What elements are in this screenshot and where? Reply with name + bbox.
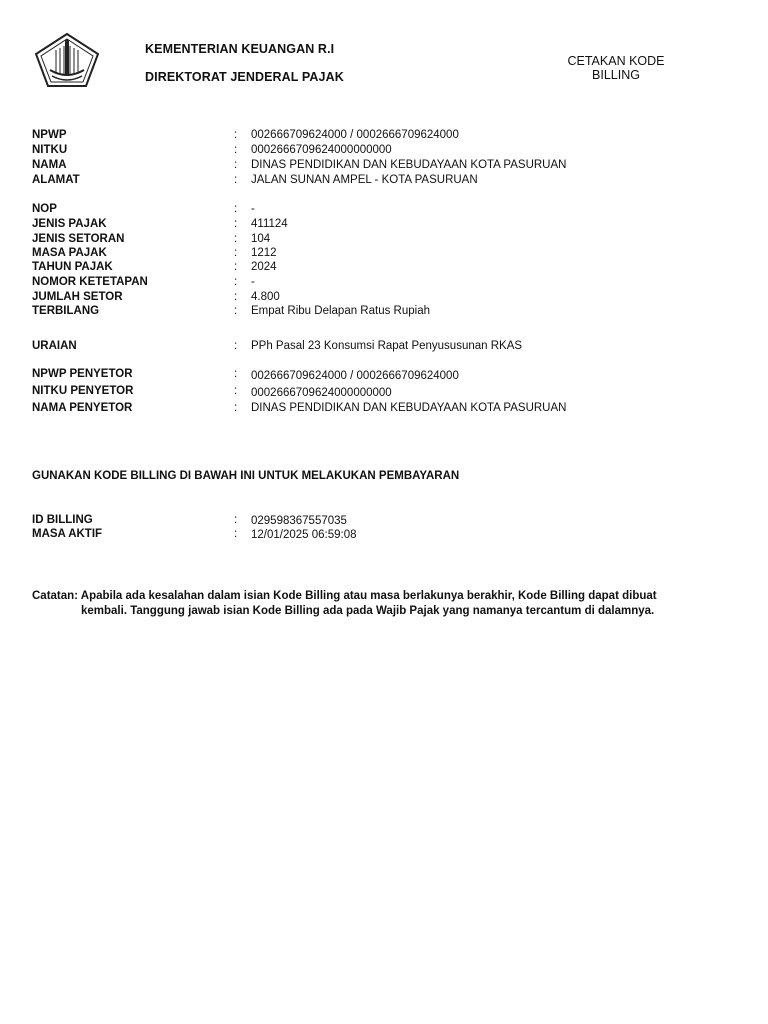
field-value: - — [251, 276, 255, 288]
field-colon: : — [234, 247, 238, 259]
field-row-nop — [32, 202, 732, 216]
field-row-masa-pajak — [32, 246, 732, 260]
note-block — [32, 589, 692, 618]
field-value: DINAS PENDIDIKAN DAN KEBUDAYAAN KOTA PASURUAN — [251, 159, 567, 171]
field-row-nama-penyetor — [32, 401, 732, 415]
field-colon: : — [234, 402, 238, 414]
document-title-line2: BILLING — [592, 68, 640, 82]
field-label: NOMOR KETETAPAN — [32, 276, 148, 288]
field-label: NOP — [32, 203, 57, 215]
field-colon: : — [234, 203, 238, 215]
field-value: 4.800 — [251, 291, 280, 303]
field-row-uraian — [32, 339, 732, 353]
field-colon: : — [234, 514, 238, 526]
note-line1 — [32, 589, 692, 604]
field-value: JALAN SUNAN AMPEL - KOTA PASURUAN — [251, 174, 478, 186]
field-value: DINAS PENDIDIKAN DAN KEBUDAYAAN KOTA PASURUAN — [251, 402, 567, 414]
field-colon: : — [234, 218, 238, 230]
field-row-masa-aktif — [32, 527, 732, 541]
field-row-id-billing — [32, 513, 732, 527]
note-text-line1: Apabila ada kesalahan dalam isian Kode Billing atau masa berlakunya berakhir, Kode Billing dapat dibuat — [80, 590, 657, 602]
field-label: NAMA PENYETOR — [32, 402, 133, 414]
field-value: 1212 — [251, 247, 277, 259]
field-colon: : — [234, 261, 238, 273]
field-label: JUMLAH SETOR — [32, 291, 123, 303]
field-label: MASA PAJAK — [32, 247, 107, 259]
field-row-jenis-setoran — [32, 232, 732, 246]
field-colon: : — [234, 368, 238, 380]
field-label: ALAMAT — [32, 174, 80, 186]
field-row-npwp-penyetor — [32, 367, 732, 381]
field-value: 0002666709624000000000 — [251, 144, 392, 156]
field-label: TAHUN PAJAK — [32, 261, 113, 273]
field-label: NITKU — [32, 144, 68, 156]
ministry-name: KEMENTERIAN KEUANGAN R.I — [145, 42, 335, 56]
field-colon: : — [234, 159, 238, 171]
field-colon: : — [234, 305, 238, 317]
document-title — [546, 54, 686, 82]
field-value: 12/01/2025 06:59:08 — [251, 529, 357, 541]
field-label: TERBILANG — [32, 305, 100, 317]
field-value: PPh Pasal 23 Konsumsi Rapat Penyususunan RKAS — [251, 340, 523, 352]
field-label: NPWP PENYETOR — [32, 368, 133, 380]
field-colon: : — [234, 528, 238, 540]
field-value: 002666709624000 / 0002666709624000 — [251, 129, 459, 141]
field-label: NAMA — [32, 159, 67, 171]
field-label: ID BILLING — [32, 514, 93, 526]
field-row-jumlah-setor — [32, 290, 732, 304]
field-row-nitku-penyetor — [32, 384, 732, 398]
field-label: JENIS PAJAK — [32, 218, 107, 230]
field-value: 411124 — [251, 218, 288, 230]
field-row-nama — [32, 158, 732, 172]
field-row-tahun-pajak — [32, 260, 732, 274]
field-value: 029598367557035 — [251, 515, 347, 527]
field-colon: : — [234, 340, 238, 352]
field-colon: : — [234, 276, 238, 288]
kemenkeu-logo — [34, 32, 100, 88]
field-row-jenis-pajak — [32, 217, 732, 231]
field-row-nomor-ketetapan — [32, 275, 732, 289]
field-colon: : — [234, 385, 238, 397]
payment-notice: GUNAKAN KODE BILLING DI BAWAH INI UNTUK MELAKUKAN PEMBAYARAN — [32, 470, 460, 482]
field-label: JENIS SETORAN — [32, 233, 125, 245]
field-colon: : — [234, 233, 238, 245]
field-value: 0002666709624000000000 — [251, 387, 392, 399]
field-value: 2024 — [251, 261, 277, 273]
field-label: URAIAN — [32, 340, 77, 352]
field-row-alamat — [32, 173, 732, 187]
field-value: - — [251, 203, 255, 215]
field-label: NPWP — [32, 129, 67, 141]
directorate-name: DIREKTORAT JENDERAL PAJAK — [145, 70, 344, 84]
field-value: 002666709624000 / 0002666709624000 — [251, 370, 459, 382]
field-colon: : — [234, 174, 238, 186]
field-colon: : — [234, 291, 238, 303]
field-row-nitku — [32, 143, 732, 157]
document-title-line1: CETAKAN KODE — [567, 54, 665, 68]
field-colon: : — [234, 144, 238, 156]
field-label: MASA AKTIF — [32, 528, 103, 540]
field-value: 104 — [251, 233, 271, 245]
field-row-npwp — [32, 128, 732, 142]
note-line2: kembali. Tanggung jawab isian Kode Billing ada pada Wajib Pajak yang namanya tercantum di dalamnya. — [81, 604, 655, 617]
field-label: NITKU PENYETOR — [32, 385, 134, 397]
field-row-terbilang — [32, 304, 732, 318]
field-colon: : — [234, 129, 238, 141]
note-prefix: Catatan: — [32, 590, 79, 602]
field-value: Empat Ribu Delapan Ratus Rupiah — [251, 305, 430, 317]
